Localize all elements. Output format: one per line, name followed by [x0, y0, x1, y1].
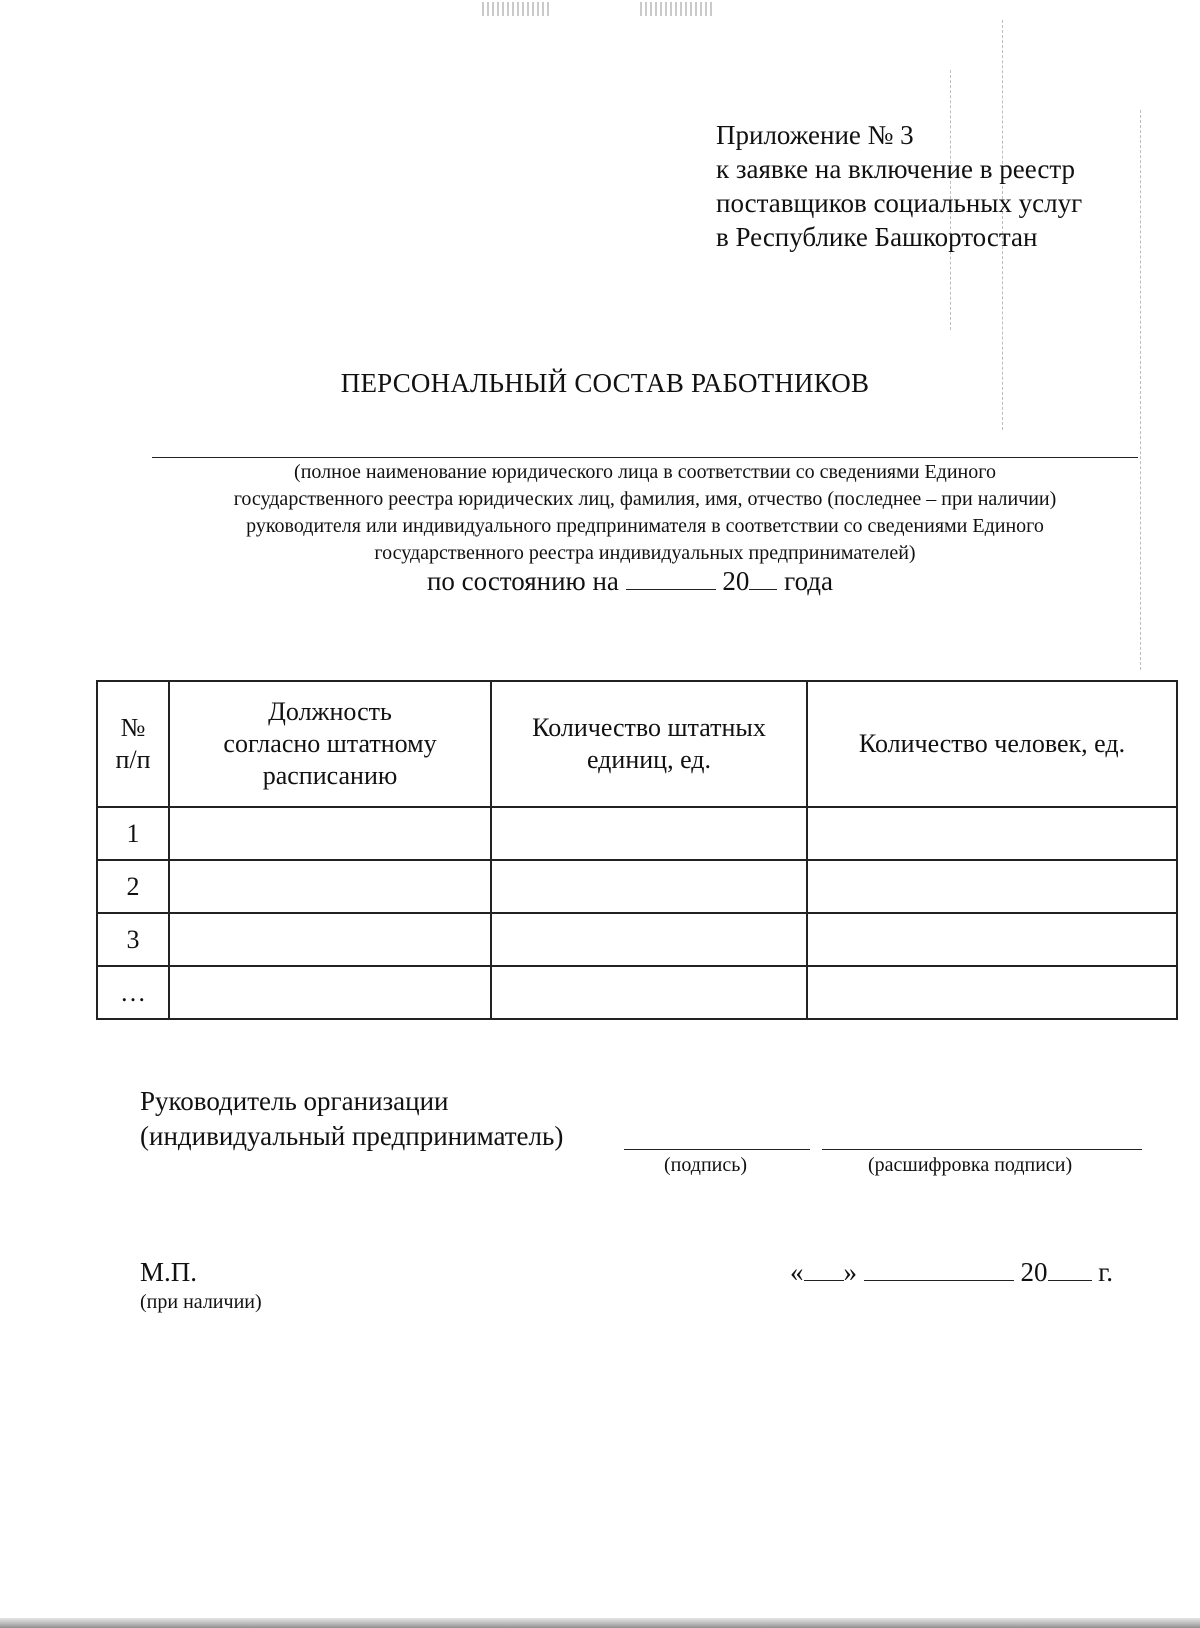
- document-title: ПЕРСОНАЛЬНЫЙ СОСТАВ РАБОТНИКОВ: [340, 368, 870, 398]
- head-of-organization-label: [140, 1084, 563, 1154]
- position-cell[interactable]: [169, 860, 491, 913]
- appendix-line-1: Приложение № 3: [716, 120, 914, 150]
- staff-units-cell[interactable]: [491, 913, 807, 966]
- people-count-cell[interactable]: [807, 913, 1177, 966]
- organization-name-hint: [140, 459, 1150, 567]
- signature-decode-hint: (расшифровка подписи): [868, 1154, 1073, 1176]
- header-number: [97, 681, 169, 807]
- table-row: [97, 913, 1177, 966]
- scan-artifact-top-left: [482, 2, 552, 16]
- as-of-suffix: года: [784, 566, 834, 596]
- signature-decode-line[interactable]: [822, 1149, 1142, 1150]
- header-position-line-2: согласно штатному: [223, 729, 437, 758]
- as-of-date: [0, 566, 1200, 597]
- position-cell[interactable]: [169, 807, 491, 860]
- header-number-line-2: п/п: [115, 745, 151, 774]
- header-number-line-1: №: [120, 713, 146, 742]
- appendix-block: [716, 118, 1082, 254]
- table-row: [97, 860, 1177, 913]
- header-position-line-1: Должность: [268, 697, 392, 726]
- stamp-label: М.П.: [140, 1257, 198, 1287]
- stamp-hint: (при наличии): [140, 1291, 262, 1313]
- row-number-cell: …: [97, 966, 169, 1019]
- name-hint-line-3: руководителя или индивидуального предпринимателя в соответствии со сведениями Единого: [246, 515, 1044, 537]
- header-staff-units-line-2: единиц, ед.: [586, 745, 711, 774]
- table-header-row: [97, 681, 1177, 807]
- staff-units-cell[interactable]: [491, 860, 807, 913]
- as-of-prefix: по состоянию на: [426, 566, 619, 596]
- table-row: [97, 966, 1177, 1019]
- as-of-year-prefix: 20: [722, 566, 750, 596]
- position-cell[interactable]: [169, 913, 491, 966]
- row-number-cell: 2: [97, 860, 169, 913]
- appendix-line-2: к заявке на включение в реестр: [716, 154, 1075, 184]
- head-label-line-2: (индивидуальный предприниматель): [140, 1121, 564, 1151]
- signature-line[interactable]: [624, 1149, 810, 1150]
- scan-artifact-top-right: [640, 2, 712, 16]
- date-year-blank[interactable]: [1048, 1258, 1092, 1281]
- name-hint-line-1: (полное наименование юридического лица в соответствии со сведениями Единого: [294, 461, 996, 483]
- date-year-prefix: 20: [1020, 1257, 1048, 1287]
- staff-units-cell[interactable]: [491, 966, 807, 1019]
- name-hint-line-4: государственного реестра индивидуальных предпринимателей): [374, 542, 916, 564]
- position-cell[interactable]: [169, 966, 491, 1019]
- people-count-cell[interactable]: [807, 966, 1177, 1019]
- header-position: [169, 681, 491, 807]
- header-staff-units: [491, 681, 807, 807]
- header-people-count: [807, 681, 1177, 807]
- header-people-count-line-1: Количество человек, ед.: [858, 729, 1126, 758]
- appendix-line-4: в Республике Башкортостан: [716, 222, 1038, 252]
- header-staff-units-line-1: Количество штатных: [532, 713, 766, 742]
- row-number-cell: 1: [97, 807, 169, 860]
- appendix-line-3: поставщиков социальных услуг: [716, 188, 1083, 218]
- organization-name-line: [152, 457, 1138, 458]
- name-hint-line-2: государственного реестра юридических лиц, фамилия, имя, отчество (последнее – при наличии): [233, 488, 1057, 510]
- signature-hint: (подпись): [664, 1154, 748, 1176]
- as-of-date-blank: [626, 567, 716, 590]
- head-label-line-1: Руководитель организации: [140, 1086, 449, 1116]
- signing-date: [790, 1257, 1113, 1288]
- row-number-cell: 3: [97, 913, 169, 966]
- date-open-quote: «: [790, 1257, 804, 1287]
- scan-artifact-bottom-edge: [0, 1618, 1200, 1628]
- date-close-quote: »: [843, 1257, 857, 1287]
- date-month-blank[interactable]: [864, 1258, 1014, 1281]
- date-day-blank[interactable]: [804, 1258, 844, 1281]
- people-count-cell[interactable]: [807, 860, 1177, 913]
- date-year-suffix: г.: [1098, 1257, 1114, 1287]
- as-of-year-blank: [749, 567, 777, 590]
- people-count-cell[interactable]: [807, 807, 1177, 860]
- table-row: [97, 807, 1177, 860]
- staff-table: [96, 680, 1178, 1020]
- header-position-line-3: расписанию: [262, 761, 398, 790]
- staff-units-cell[interactable]: [491, 807, 807, 860]
